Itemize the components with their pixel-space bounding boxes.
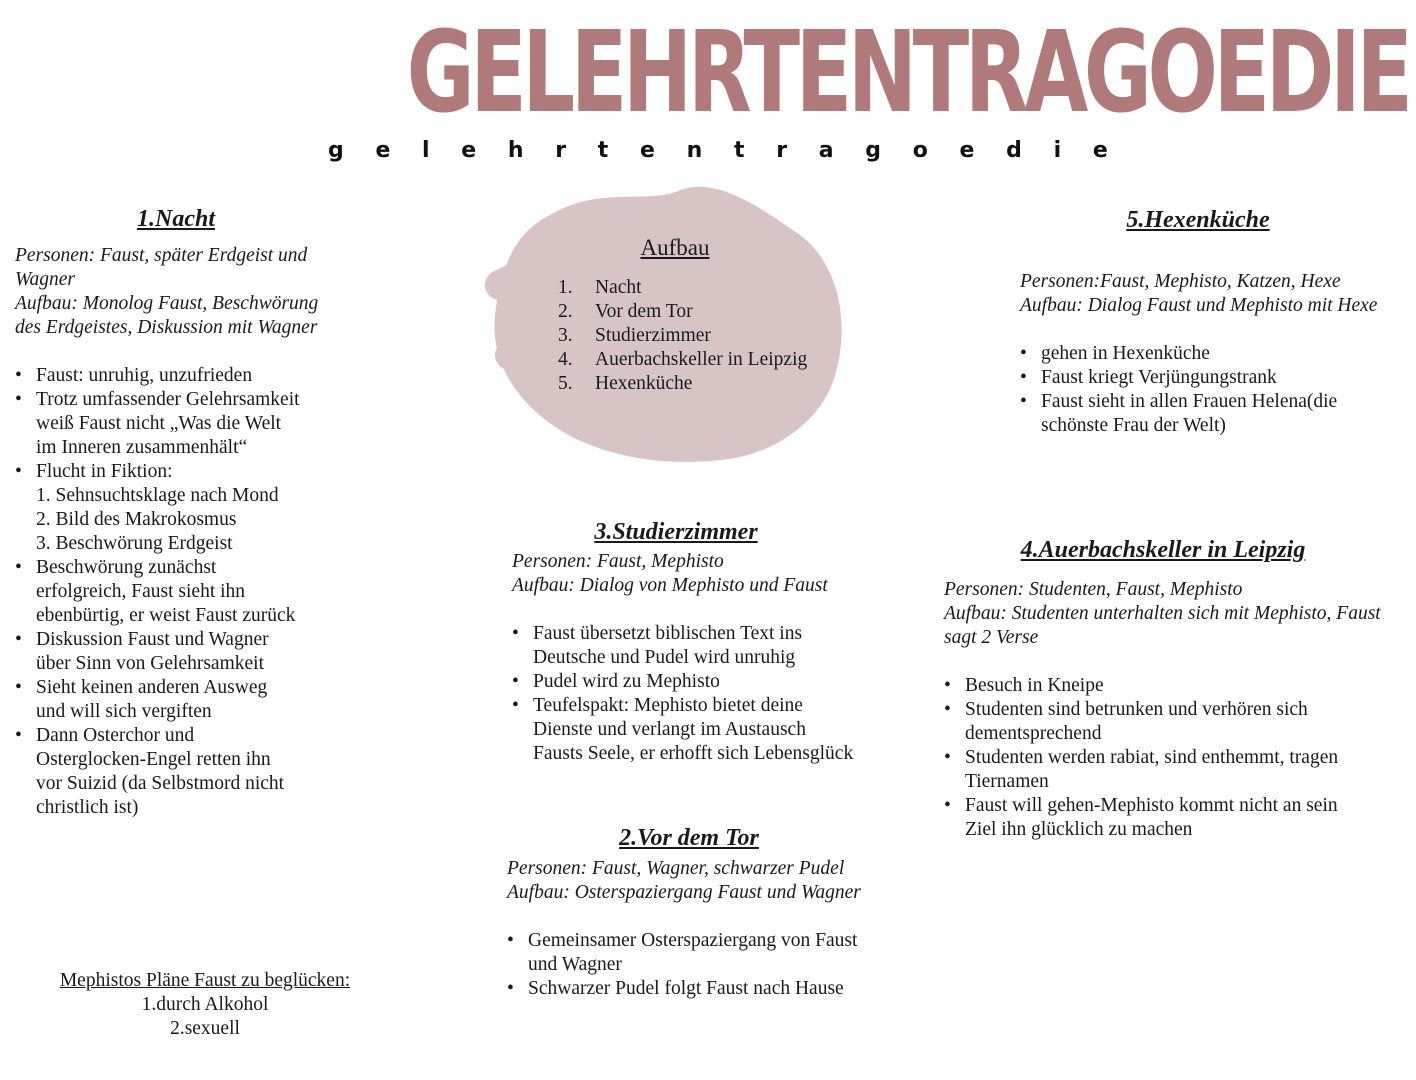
title-letter: r	[555, 138, 567, 163]
section-hexenkueche	[1020, 270, 1377, 438]
bullet-line: • Beschwörung zunächst	[15, 556, 318, 580]
mephisto-plans-heading: Mephistos Pläne Faust zu beglücken:	[59, 970, 351, 991]
section-intro-line: des Erdgeistes, Diskussion mit Wagner	[15, 317, 318, 338]
spacer	[1020, 318, 1377, 342]
aufbau-list-item	[558, 300, 807, 324]
bullet-line: • Schwarzer Pudel folgt Faust nach Hause	[507, 977, 861, 1001]
spacer	[512, 598, 853, 622]
aufbau-item-number: 4.	[558, 349, 573, 370]
title-letter: d	[1006, 138, 1022, 163]
bullet-item	[15, 676, 318, 724]
section-intro-line: Aufbau: Dialog Faust und Mephisto mit Hexe	[1020, 295, 1378, 316]
bullet-line: weiß Faust nicht „Was die Welt	[36, 413, 282, 434]
bullet-item	[15, 364, 318, 388]
title-letter: e	[1092, 138, 1108, 163]
section-auerbachskeller	[944, 578, 1381, 842]
title-letter: e	[461, 138, 477, 163]
bullet-line: 1. Sehnsuchtsklage nach Mond	[36, 485, 279, 506]
mephisto-plan-item: 1.durch Alkohol	[141, 994, 269, 1015]
aufbau-list-item	[558, 348, 807, 372]
bullet-item	[512, 670, 853, 694]
bullet-item	[15, 388, 318, 460]
bullet-line: • Flucht in Fiktion:	[15, 460, 318, 484]
section-nacht	[15, 244, 318, 820]
section-intro-line: Aufbau: Studenten unterhalten sich mit Mephisto, Faust	[944, 603, 1381, 624]
bullet-line: • Studenten werden rabiat, sind enthemmt, tragen	[944, 746, 1381, 770]
bullet-line: im Inneren zusammenhält“	[36, 437, 248, 458]
aufbau-item-label: Studierzimmer	[595, 325, 711, 346]
section-intro-line: Personen: Faust, später Erdgeist und	[15, 245, 308, 266]
title-letter: e	[959, 138, 975, 163]
section-intro-line: sagt 2 Verse	[944, 627, 1039, 648]
bullet-item	[1020, 366, 1377, 390]
bullet-item	[15, 556, 318, 628]
bullet-line: über Sinn von Gelehrsamkeit	[36, 653, 264, 674]
aufbau-title: Aufbau	[640, 235, 710, 260]
bullet-line: • Faust will gehen-Mephisto kommt nicht an sein	[944, 794, 1381, 818]
aufbau-item-number: 2.	[558, 301, 573, 322]
bullet-item	[507, 977, 861, 1001]
bullet-line: vor Suizid (da Selbstmord nicht	[36, 773, 285, 794]
title-subtitle-letters	[328, 138, 1108, 164]
bullet-line: Ziel ihn glücklich zu machen	[965, 819, 1193, 840]
bullet-line: Deutsche und Pudel wird unruhig	[533, 647, 796, 668]
bullet-item	[15, 460, 318, 556]
bullet-line: Tiernamen	[965, 771, 1049, 792]
section-heading-hexenkueche: 5.Hexenküche	[1126, 207, 1270, 233]
bullet-line: • Diskussion Faust und Wagner	[15, 628, 318, 652]
bullet-line: • Studenten sind betrunken und verhören sich	[944, 698, 1381, 722]
bullet-line: • Faust kriegt Verjüngungstrank	[1020, 366, 1377, 390]
title-letter: g	[865, 138, 882, 163]
title-letter: a	[818, 138, 834, 163]
section-studierzimmer	[512, 550, 853, 766]
bullet-item	[944, 746, 1381, 794]
section-heading-auerbachskeller: 4.Auerbachskeller in Leipzig	[1020, 537, 1306, 563]
title-letter: e	[375, 138, 391, 163]
section-vor-dem-tor	[507, 857, 861, 1001]
bullet-line: und Wagner	[528, 954, 622, 975]
section-intro-line: Personen: Faust, Mephisto	[512, 551, 724, 572]
bullet-line: Fausts Seele, er erhofft sich Lebensglück	[533, 743, 854, 764]
bullet-line: erfolgreich, Faust sieht ihn	[36, 581, 246, 602]
title-letter: l	[422, 138, 430, 163]
section-heading-studierzimmer: 3.Studierzimmer	[594, 519, 758, 545]
aufbau-item-number: 5.	[558, 373, 573, 394]
bullet-line: Dienste und verlangt im Austausch	[533, 719, 806, 740]
bullet-line: • Teufelspakt: Mephisto bietet deine	[512, 694, 853, 718]
bullet-line: • Gemeinsamer Osterspaziergang von Faust	[507, 929, 861, 953]
spacer	[944, 650, 1381, 674]
bullet-item	[1020, 342, 1377, 366]
spacer	[507, 905, 861, 929]
aufbau-list	[558, 276, 807, 396]
bullet-line: • Trotz umfassender Gelehrsamkeit	[15, 388, 318, 412]
bullet-item	[944, 674, 1381, 698]
spacer	[15, 340, 318, 364]
bullet-item	[512, 694, 853, 766]
title-letter: t	[733, 138, 745, 163]
bullet-line: Osterglocken-Engel retten ihn	[36, 749, 271, 770]
bullet-line: • Faust übersetzt biblischen Text ins	[512, 622, 853, 646]
title-letter: r	[776, 138, 788, 163]
aufbau-item-number: 1.	[558, 277, 573, 298]
bullet-item	[944, 794, 1381, 842]
section-heading-vor-dem-tor: 2.Vor dem Tor	[619, 825, 759, 851]
section-intro-line: Personen: Faust, Wagner, schwarzer Pudel	[507, 858, 845, 879]
bullet-item	[15, 628, 318, 676]
aufbau-item-number: 3.	[558, 325, 573, 346]
bullet-line: • Besuch in Kneipe	[944, 674, 1381, 698]
section-intro-line: Personen:Faust, Mephisto, Katzen, Hexe	[1020, 271, 1341, 292]
bullet-line: christlich ist)	[36, 797, 139, 818]
bullet-line: • Faust: unruhig, unzufrieden	[15, 364, 318, 388]
bullet-line: und will sich vergiften	[36, 701, 212, 722]
title-letter: e	[640, 138, 655, 163]
page-title	[300, 8, 1409, 168]
bullet-line: 2. Bild des Makrokosmus	[36, 509, 237, 530]
section-heading-nacht: 1.Nacht	[137, 206, 215, 232]
section-intro-line: Aufbau: Dialog von Mephisto und Faust	[512, 575, 828, 596]
aufbau-list-item	[558, 324, 807, 348]
bullet-item	[512, 622, 853, 670]
bullet-line: ebenbürtig, er weist Faust zurück	[36, 605, 296, 626]
bullet-line: • Dann Osterchor und	[15, 724, 318, 748]
bullet-line: schönste Frau der Welt)	[1041, 415, 1226, 436]
mephisto-plans	[20, 969, 390, 1041]
aufbau-item-label: Auerbachskeller in Leipzig	[595, 349, 808, 370]
bullet-line: • Pudel wird zu Mephisto	[512, 670, 853, 694]
title-letter: t	[597, 138, 609, 163]
bullet-item	[944, 698, 1381, 746]
bullet-line: 3. Beschwörung Erdgeist	[36, 533, 233, 554]
aufbau-item-label: Hexenküche	[595, 373, 693, 394]
title-main: GELEHRTENTRAGOEDIE	[406, 8, 1409, 138]
aufbau-item-label: Nacht	[595, 277, 642, 298]
aufbau-item-label: Vor dem Tor	[595, 301, 693, 322]
section-intro-line: Personen: Studenten, Faust, Mephisto	[944, 579, 1243, 600]
bullet-item	[1020, 390, 1377, 438]
mephisto-plan-item: 2.sexuell	[170, 1018, 240, 1039]
section-intro-line: Aufbau: Monolog Faust, Beschwörung	[15, 293, 319, 314]
bullet-line: • gehen in Hexenküche	[1020, 342, 1377, 366]
title-letter: i	[1053, 138, 1062, 163]
bullet-item	[15, 724, 318, 820]
title-letter: n	[686, 138, 703, 163]
title-letter: o	[912, 138, 928, 163]
section-intro-line: Wagner	[15, 269, 75, 290]
bullet-line: dementsprechend	[965, 723, 1102, 744]
title-letter: h	[507, 138, 524, 163]
aufbau-list-item	[558, 372, 807, 396]
bullet-line: • Sieht keinen anderen Ausweg	[15, 676, 318, 700]
aufbau-list-item	[558, 276, 807, 300]
title-letter: g	[328, 138, 344, 163]
bullet-line: • Faust sieht in allen Frauen Helena(die	[1020, 390, 1377, 414]
section-intro-line: Aufbau: Osterspaziergang Faust und Wagner	[507, 882, 861, 903]
bullet-item	[507, 929, 861, 977]
